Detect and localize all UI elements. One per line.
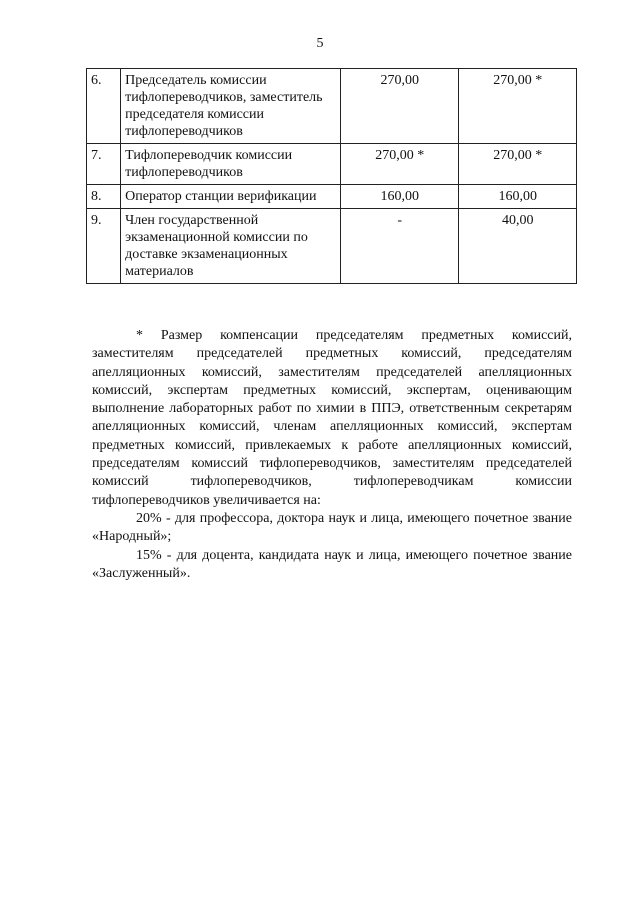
fee-value-2: 270,00 * xyxy=(459,69,577,144)
position-name: Член государственной экзаменационной комиссии по доставке экзаменационных материалов xyxy=(121,209,341,284)
fee-value-1: 160,00 xyxy=(341,185,459,209)
table-row xyxy=(87,69,577,144)
fee-value-1: 270,00 xyxy=(341,69,459,144)
fee-value-1: 270,00 * xyxy=(341,144,459,185)
position-name: Тифлопереводчик комиссии тифлопереводчиков xyxy=(121,144,341,185)
fee-value-1: - xyxy=(341,209,459,284)
row-number: 6. xyxy=(87,69,121,144)
position-name: Оператор станции верификации xyxy=(121,185,341,209)
row-number: 8. xyxy=(87,185,121,209)
table-row xyxy=(87,209,577,284)
fee-value-2: 40,00 xyxy=(459,209,577,284)
fee-table xyxy=(86,68,577,284)
table-row xyxy=(87,185,577,209)
table-row xyxy=(87,144,577,185)
footnote-main-text: * Размер компенсации председателям предметных комиссий, заместителям председателей предметных комиссий, председателям апелляционных комиссий, заместителям председателей апелляционных комиссий, экспертам предметных комиссий, экспертам, оценивающим выполнение лабораторных работ по химии в ППЭ, ответственным секретарям апелляционных комиссий, членам апелляционных комиссий, экспертам предметных комиссий, привлекаемых к работе апелляционных комиссий, председателям комиссий тифлопереводчиков, заместителям председателей комиссий тифлопереводчиков, тифлопереводчикам комиссии тифлопереводчиков увеличивается на: xyxy=(92,328,572,508)
footnote xyxy=(92,327,572,583)
row-number: 9. xyxy=(87,209,121,284)
footnote-item-professor: 20% - для профессора, доктора наук и лица, имеющего почетное звание «Народный»; xyxy=(92,510,572,545)
fee-value-2: 160,00 xyxy=(459,185,577,209)
fee-value-2: 270,00 * xyxy=(459,144,577,185)
footnote-item-docent: 15% - для доцента, кандидата наук и лица, имеющего почетное звание «Заслуженный». xyxy=(92,547,572,581)
page-number: 5 xyxy=(316,36,324,51)
row-number: 7. xyxy=(87,144,121,185)
position-name: Председатель комиссии тифлопереводчиков, заместитель председателя комиссии тифлопереводчиков xyxy=(121,69,341,144)
